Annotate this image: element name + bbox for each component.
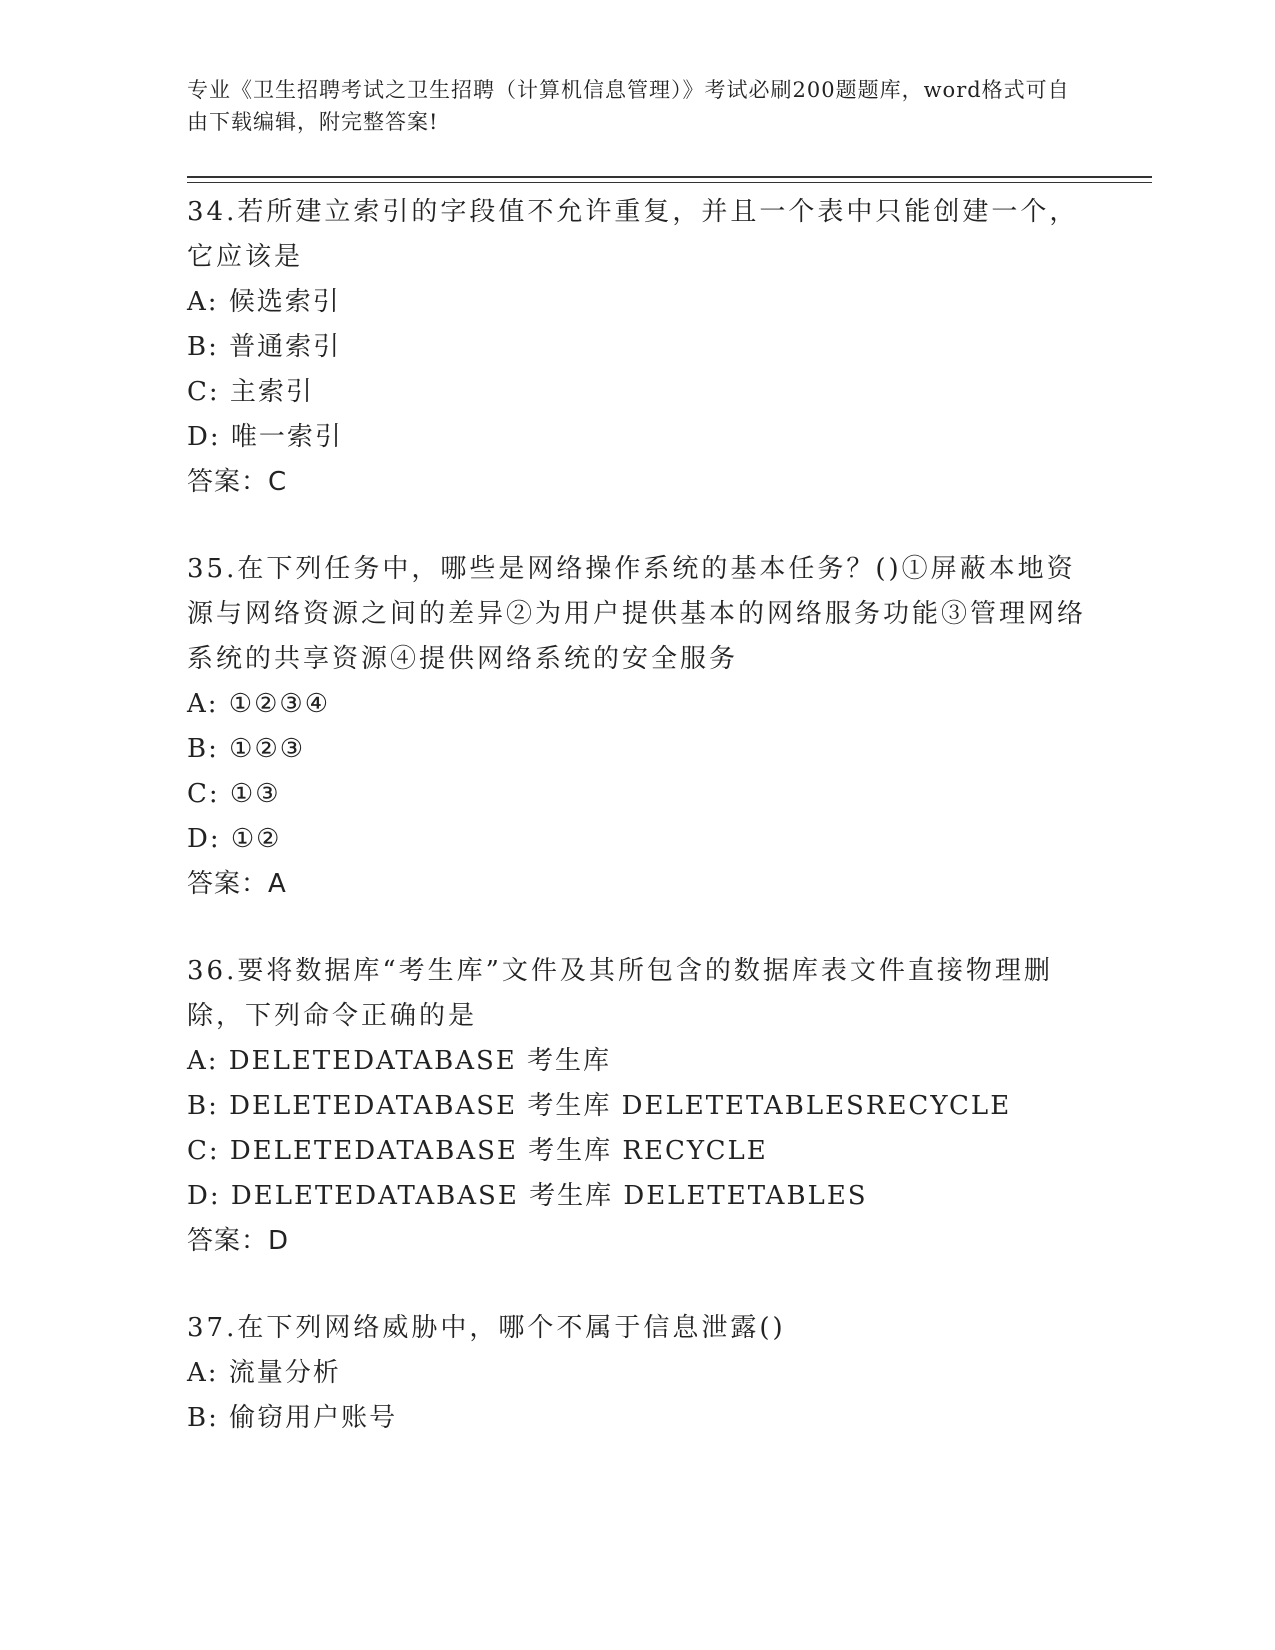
page-header: 专业《卫生招聘考试之卫生招聘（计算机信息管理）》考试必刷200题题库，word格式可自由下载编辑，附完整答案! [187,78,1070,134]
question-37 [187,1306,1087,1441]
header-rule-thick [187,176,1152,178]
option-d: D: DELETEDATABASE 考生库 DELETETABLES [187,1181,868,1211]
question-stem: 35.在下列任务中，哪些是网络操作系统的基本任务？()①屏蔽本地资源与网络资源之间的差异②为用户提供基本的网络服务功能③管理网络系统的共享资源④提供网络系统的安全服务 [187,554,1087,674]
option-a: A: ①②③④ [187,689,331,719]
question-answer: 答案：D [187,1226,290,1256]
option-b: B: DELETEDATABASE 考生库 DELETETABLESRECYCLE [187,1091,1012,1121]
question-answer: 答案：C [187,467,288,497]
option-c: C: DELETEDATABASE 考生库 RECYCLE [187,1136,768,1166]
option-d: D: 唯一索引 [187,422,343,452]
question-stem: 36.要将数据库“考生库”文件及其所包含的数据库表文件直接物理删除，下列命令正确的是 [187,956,1053,1031]
option-c: C: 主索引 [187,377,314,407]
option-a: A: 候选索引 [187,287,341,317]
question-34 [187,190,1087,505]
option-b: B: ①②③ [187,734,306,764]
option-a: A: DELETEDATABASE 考生库 [187,1046,612,1076]
option-b: B: 偷窃用户账号 [187,1403,398,1433]
option-c: C: ①③ [187,779,281,809]
option-d: D: ①② [187,824,282,854]
header-rule-thin [187,182,1152,183]
option-b: B: 普通索引 [187,332,342,362]
option-a: A: 流量分析 [187,1358,341,1388]
question-stem: 34.若所建立索引的字段值不允许重复，并且一个表中只能创建一个，它应该是 [187,197,1079,272]
question-35 [187,547,1087,907]
question-36 [187,949,1087,1264]
question-stem: 37.在下列网络威胁中，哪个不属于信息泄露() [187,1313,786,1343]
question-list [187,190,1087,1483]
question-answer: 答案：A [187,869,287,899]
